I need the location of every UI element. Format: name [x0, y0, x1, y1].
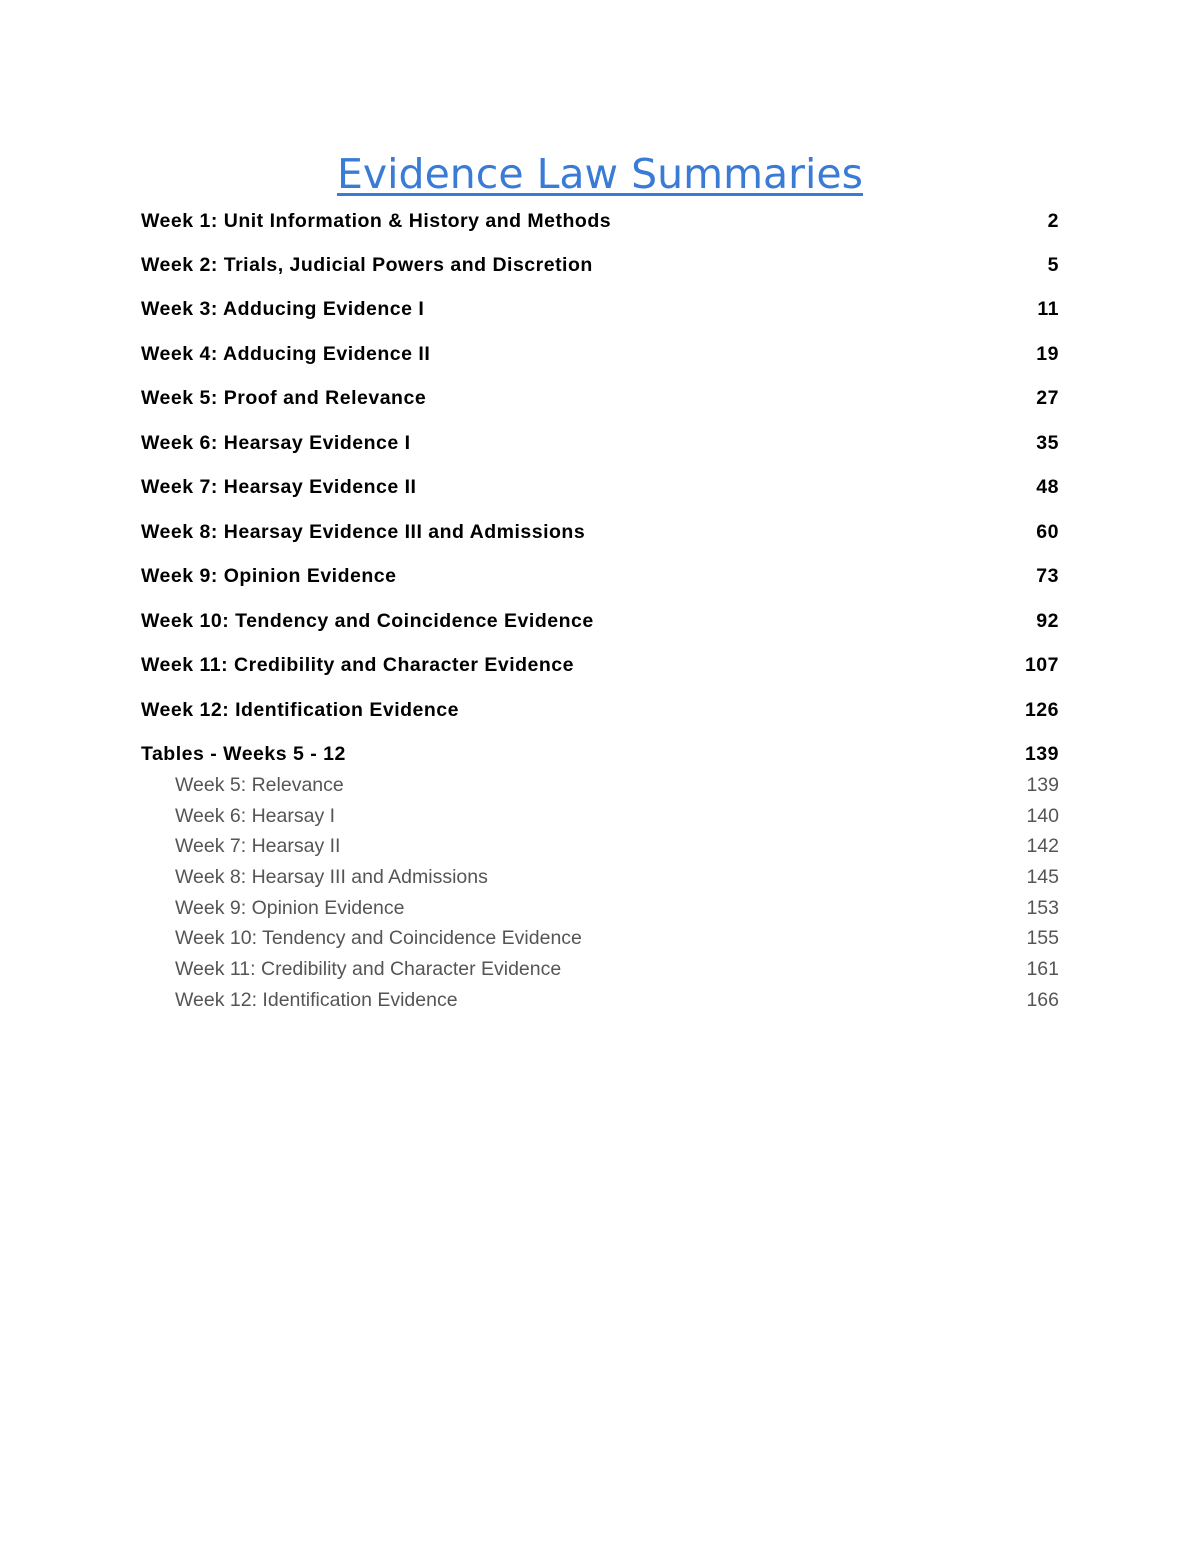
- toc-entry-label: Week 6: Hearsay Evidence I: [141, 432, 411, 454]
- toc-entry-page: 27: [1036, 387, 1059, 409]
- toc-entry-page: 107: [1024, 654, 1059, 676]
- toc-subentry-week-5[interactable]: [141, 772, 1059, 798]
- toc-entry-tables[interactable]: [141, 741, 1059, 767]
- toc-subentry-page: 166: [1026, 989, 1059, 1011]
- toc-subentry-label: Week 7: Hearsay II: [175, 835, 341, 857]
- toc-entry-label: Tables - Weeks 5 - 12: [141, 743, 346, 765]
- toc-subentry-label: Week 6: Hearsay I: [175, 805, 336, 827]
- toc-entry-week-8[interactable]: [141, 519, 1059, 545]
- toc-subentry-label: Week 11: Credibility and Character Evidence: [175, 958, 562, 980]
- toc-entry-page: 5: [1047, 254, 1059, 276]
- toc-entry-page: 35: [1036, 432, 1059, 454]
- toc-entry-page: 2: [1047, 210, 1059, 232]
- toc-subentry-week-12[interactable]: [141, 987, 1059, 1013]
- toc-entry-label: Week 9: Opinion Evidence: [141, 565, 397, 587]
- toc-subentry-week-9[interactable]: [141, 895, 1059, 921]
- toc-entry-page: 126: [1024, 699, 1059, 721]
- toc-entry-week-11[interactable]: [141, 652, 1059, 678]
- toc-subentry-page: 139: [1026, 774, 1059, 796]
- toc-subentry-week-10[interactable]: [141, 925, 1059, 951]
- toc-entry-label: Week 8: Hearsay Evidence III and Admissions: [141, 521, 586, 543]
- toc-entry-week-7[interactable]: [141, 474, 1059, 500]
- toc-entry-week-5[interactable]: [141, 385, 1059, 411]
- toc-entry-page: 60: [1036, 521, 1059, 543]
- toc-subentry-page: 153: [1026, 897, 1059, 919]
- toc-entry-week-6[interactable]: [141, 430, 1059, 456]
- toc-entry-label: Week 5: Proof and Relevance: [141, 387, 427, 409]
- toc-entry-label: Week 1: Unit Information & History and Methods: [141, 210, 612, 232]
- toc-subentry-label: Week 5: Relevance: [175, 774, 344, 796]
- toc-entry-week-3[interactable]: [141, 296, 1059, 322]
- toc-entry-label: Week 12: Identification Evidence: [141, 699, 459, 721]
- toc-subentry-page: 140: [1026, 805, 1059, 827]
- toc-entry-page: 11: [1037, 298, 1059, 320]
- toc-entry-week-10[interactable]: [141, 608, 1059, 634]
- toc-subentry-label: Week 12: Identification Evidence: [175, 989, 458, 1011]
- document-title[interactable]: Evidence Law Summaries: [337, 150, 863, 198]
- toc-entry-week-12[interactable]: [141, 697, 1059, 723]
- toc-entry-week-9[interactable]: [141, 563, 1059, 589]
- toc-entry-page: 19: [1036, 343, 1059, 365]
- toc-subentry-label: Week 8: Hearsay III and Admissions: [175, 866, 488, 888]
- toc-subentry-page: 142: [1026, 835, 1059, 857]
- toc-entry-week-4[interactable]: [141, 341, 1059, 367]
- toc-entry-label: Week 10: Tendency and Coincidence Evidence: [141, 610, 594, 632]
- toc-entry-week-1[interactable]: [141, 208, 1059, 234]
- toc-subentry-label: Week 10: Tendency and Coincidence Evidence: [175, 927, 582, 949]
- toc-entry-label: Week 11: Credibility and Character Evidence: [141, 654, 574, 676]
- toc-entry-page: 73: [1036, 565, 1059, 587]
- toc-entry-label: Week 4: Adducing Evidence II: [141, 343, 431, 365]
- toc-subentry-week-7[interactable]: [141, 833, 1059, 859]
- toc-subentry-page: 155: [1026, 927, 1059, 949]
- toc-entry-label: Week 7: Hearsay Evidence II: [141, 476, 417, 498]
- toc-entry-page: 139: [1024, 743, 1059, 765]
- toc-subentry-week-11[interactable]: [141, 956, 1059, 982]
- toc-subentry-page: 161: [1026, 958, 1059, 980]
- toc-subentry-page: 145: [1026, 866, 1059, 888]
- toc-entry-label: Week 2: Trials, Judicial Powers and Discretion: [141, 254, 593, 276]
- toc-entry-label: Week 3: Adducing Evidence I: [141, 298, 425, 320]
- toc-entry-page: 92: [1036, 610, 1059, 632]
- toc-subentry-label: Week 9: Opinion Evidence: [175, 897, 405, 919]
- toc-subentry-week-8[interactable]: [141, 864, 1059, 890]
- toc-subentry-week-6[interactable]: [141, 803, 1059, 829]
- toc-entry-week-2[interactable]: [141, 252, 1059, 278]
- toc-entry-page: 48: [1036, 476, 1059, 498]
